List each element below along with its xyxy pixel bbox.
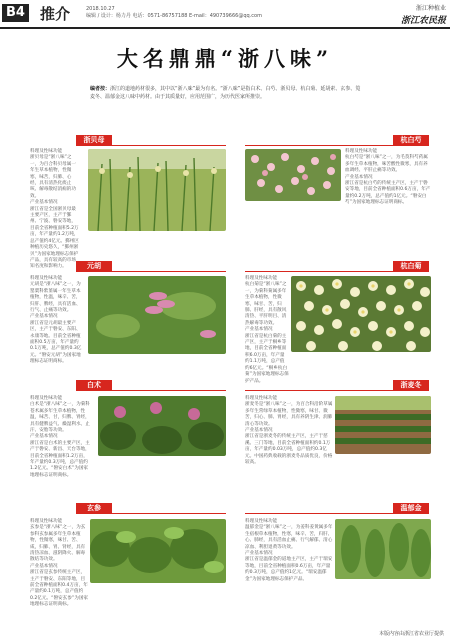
label-rule (76, 390, 226, 391)
header-meta (86, 6, 262, 20)
photo-yuanhu (88, 276, 226, 354)
label-wenyujin: 温郁金 (393, 503, 429, 513)
article-text: 料理及性味功能 元胡是“浙八味”之一，为罂粟科紫堇属一年生草本植物，性温，味辛、苦，归肝、脾经，具有活血、行气、止痛等功效。 产业基本情况 浙江省是元胡最主要产区，主产于磐安、东阳、永康等地。目前全省种植面积0.5万亩，年产量约0.1万吨，总产值约0.3亿元。“磐安元胡”为国家地理标志证明商标。 (30, 276, 82, 365)
editor-contact: 编辑 / 设计：杨力丹 电话：0571-86757188 E-mail：490739666@qq.com (86, 13, 262, 19)
article-text: 料理及性味功能 温郁金是“浙八味”之一，为姜科姜黄属多年生宿根草本植物，性寒，味辛、苦，归肝、心、肺经，具有活血止痛、行气解郁、清心凉血、利胆退黄等功效。 产业基本情况 浙江省是温郁金的道地主产区，主产于瑞安等地，目前全省种植面积0.6万亩，年产量约0.3万吨，总产值约1亿元。“瑞安温郁金”为国家地理标志保护产品。 (245, 519, 333, 582)
editor-note-body: 浙江的道地药材很多，其中以“浙八味”最为有名。“浙八味”是指白术、白芍、浙贝母、杭白菊、延胡索、玄参、笕麦冬、温郁金这八味中药材。由于其质量好，应用范围广，为历代医家所推崇。 (90, 86, 361, 100)
header-rule (0, 27, 450, 29)
label-rule (76, 271, 226, 272)
issue-date: 2018.10.27 (86, 6, 115, 12)
editor-note (90, 85, 362, 101)
column-name: 浙江种植业 (415, 5, 446, 12)
photo-baizhu (98, 396, 226, 456)
photo-hangbaishao (245, 149, 341, 201)
article-text: 料理及性味功能 浙麦冬是“浙八味”之一，为百合科沿阶草属多年生常绿草本植物，性微寒，味甘、微苦，归心、肺、胃经，具有养阴生津、润肺清心等功效。 产业基本情况 浙江省是浙麦冬的传统主产区，主产于慈溪、三门等地，目前全省种植面积约0.1万亩，年产量约0.03万吨，总产值约0.3亿元。中国药典收载的浙麦冬品质优良，价格较高。 (245, 396, 333, 466)
label-rule (245, 513, 429, 514)
label-hangbaishao: 杭白芍 (393, 135, 429, 145)
label-rule (245, 271, 429, 272)
article-hangbaiju (245, 276, 289, 386)
newspaper-logo: 浙江农民报 (400, 16, 446, 26)
article-baizhu (30, 396, 90, 480)
photo-zhebeimu (88, 149, 226, 231)
article-wenyujin (245, 519, 333, 584)
article-text: 料理及性味功能 白术是“浙八味”之一，为菊科苍术属多年生草本植物，性温，味苦、甘，归脾、胃经，具有健脾益气、燥湿利水、止汗、安胎等功效。 产业基本情况 浙江省是白术的主要产区，主产于磐安、新昌、天台等地，目前全省种植面积1.2万亩，年产量约0.3万吨，总产值约1.2亿元。“磐安白术”为国家地理标志证明商标。 (30, 396, 90, 478)
article-zhemaidong (245, 396, 333, 467)
page-header (0, 0, 450, 26)
label-rule (76, 145, 226, 146)
label-rule (245, 145, 429, 146)
photo-xuanshen (90, 519, 226, 583)
article-text: 料理及性味功能 杭白芍是“浙八味”之一，为毛茛科芍药属多年生草本植物，味苦酸性微寒，具有养血调经、平肝止痛等功效。 产业基本情况 浙江省是杭白芍的传统主产区，主产于磐安等地，目前全省种植面积0.6万亩，年产量约0.2万吨，总产值约1亿元。“磐安白芍”为国家地理标志证明商标。 (345, 149, 431, 206)
label-yuanhu: 元胡 (76, 261, 112, 271)
article-xuanshen (30, 519, 88, 610)
section-title: 推介 (40, 5, 71, 23)
page-number-tag: B4 (2, 4, 29, 22)
editor-note-label: 编者按： (90, 86, 111, 92)
article-yuanhu (30, 276, 84, 367)
article-hangbaishao (345, 149, 431, 208)
label-baizhu: 白术 (76, 380, 112, 390)
label-rule (76, 513, 226, 514)
article-zhebeimu (30, 149, 80, 272)
label-hangbaiju: 杭白菊 (393, 261, 429, 271)
photo-wenyujin (335, 519, 431, 579)
photo-zhemaidong (335, 396, 431, 454)
label-zhebeimu: 浙贝母 (76, 135, 112, 145)
article-text: 料理及性味功能 浙贝母是“浙八味”之一，为百合科贝母属一年生草本植物，性微寒，味苦，归肺、心经，具有清热化痰止咳、解毒散结消痈的功效。 产业基本情况 浙江省是全国浙贝母最主要产区，主产于鄞州、宁波、磐安等地，目前全省种植面积5.2万亩，年产量约1.2万吨，总产值约4亿元。鄞州区种植历史悠久，“鄞州浙贝”为国家地理标志保护产品，具有较高的市场知名度和影响力。 (30, 149, 79, 270)
label-zhemaidong: 浙麦冬 (393, 380, 429, 390)
article-text: 料理及性味功能 玄参是“浙八味”之一，为玄参科玄参属多年生草本植物，性微寒，味甘、苦、咸，归肺、胃、肾经，具有清热凉血、滋阴降火、解毒散结等功效。 产业基本情况 浙江省是玄参传统主产区，主产于磐安、东阳等地，目前全省种植面积0.4万亩，年产量约0.1万吨，总产值约0.2亿元。“磐安玄参”为国家地理标志证明商标。 (30, 519, 89, 608)
label-rule (245, 390, 429, 391)
page-footer: 本版内容由浙江省农业厅提供 (378, 631, 444, 637)
article-text: 料理及性味功能 杭白菊是“浙八味”之一，为菊科菊属多年生草本植物，性微寒，味甘、苦，归肺、肝经，具有散风清热、平肝明目、清热解毒等功效。 产业基本情况 浙江省是杭白菊的主产区，主产于桐乡等地，目前全省种植面积6.0万亩，年产量约1.1万吨，总产值约6亿元。“桐乡杭白菊”为国家地理标志保护产品。 (245, 276, 289, 384)
page-headline: 大名鼎鼎“浙八味” (116, 46, 334, 71)
label-xuanshen: 玄参 (76, 503, 112, 513)
photo-hangbaiju (291, 276, 431, 352)
